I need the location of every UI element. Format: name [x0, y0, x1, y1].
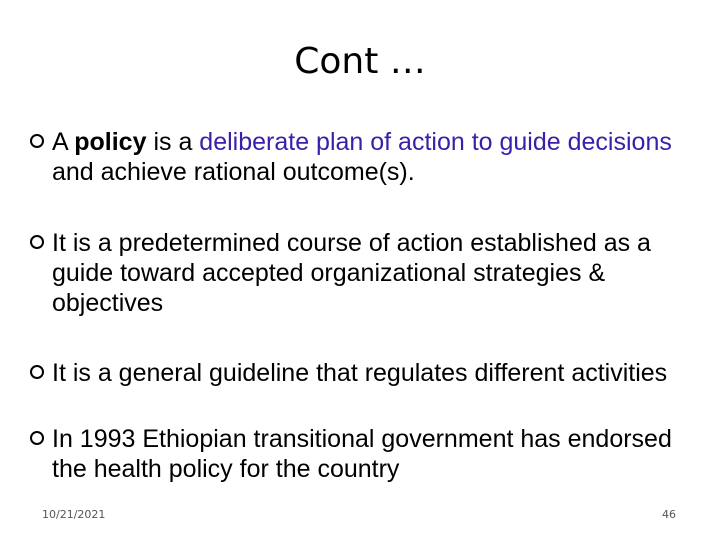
bullet-item-general-guideline	[30, 358, 690, 388]
hollow-circle-bullet-icon	[30, 365, 44, 379]
bullet-item-predetermined-course	[30, 228, 690, 318]
slide-title: Cont …	[294, 41, 426, 82]
bullet-item-policy-definition	[30, 127, 690, 187]
hollow-circle-bullet-icon	[30, 134, 44, 148]
bullet-text	[52, 127, 690, 187]
bullet-text: It is a predetermined course of action established as a guide toward accepted organizational strategies & objectives	[52, 229, 651, 317]
highlighted-phrase: deliberate plan of action to guide decisions	[199, 128, 672, 156]
bullet-text: It is a general guideline that regulates different activities	[52, 359, 668, 387]
footer-date: 10/21/2021	[42, 508, 106, 521]
hollow-circle-bullet-icon	[30, 431, 44, 445]
slide-number: 46	[662, 508, 676, 521]
text-segment: is a	[146, 128, 200, 156]
bullet-text: In 1993 Ethiopian transitional government has endorsed the health policy for the country	[52, 425, 672, 483]
text-segment: A	[52, 128, 75, 156]
bullet-item-ethiopian-policy	[30, 424, 690, 484]
text-segment: and achieve rational outcome(s).	[52, 158, 415, 186]
policy-keyword: policy	[74, 128, 147, 156]
hollow-circle-bullet-icon	[30, 235, 44, 249]
